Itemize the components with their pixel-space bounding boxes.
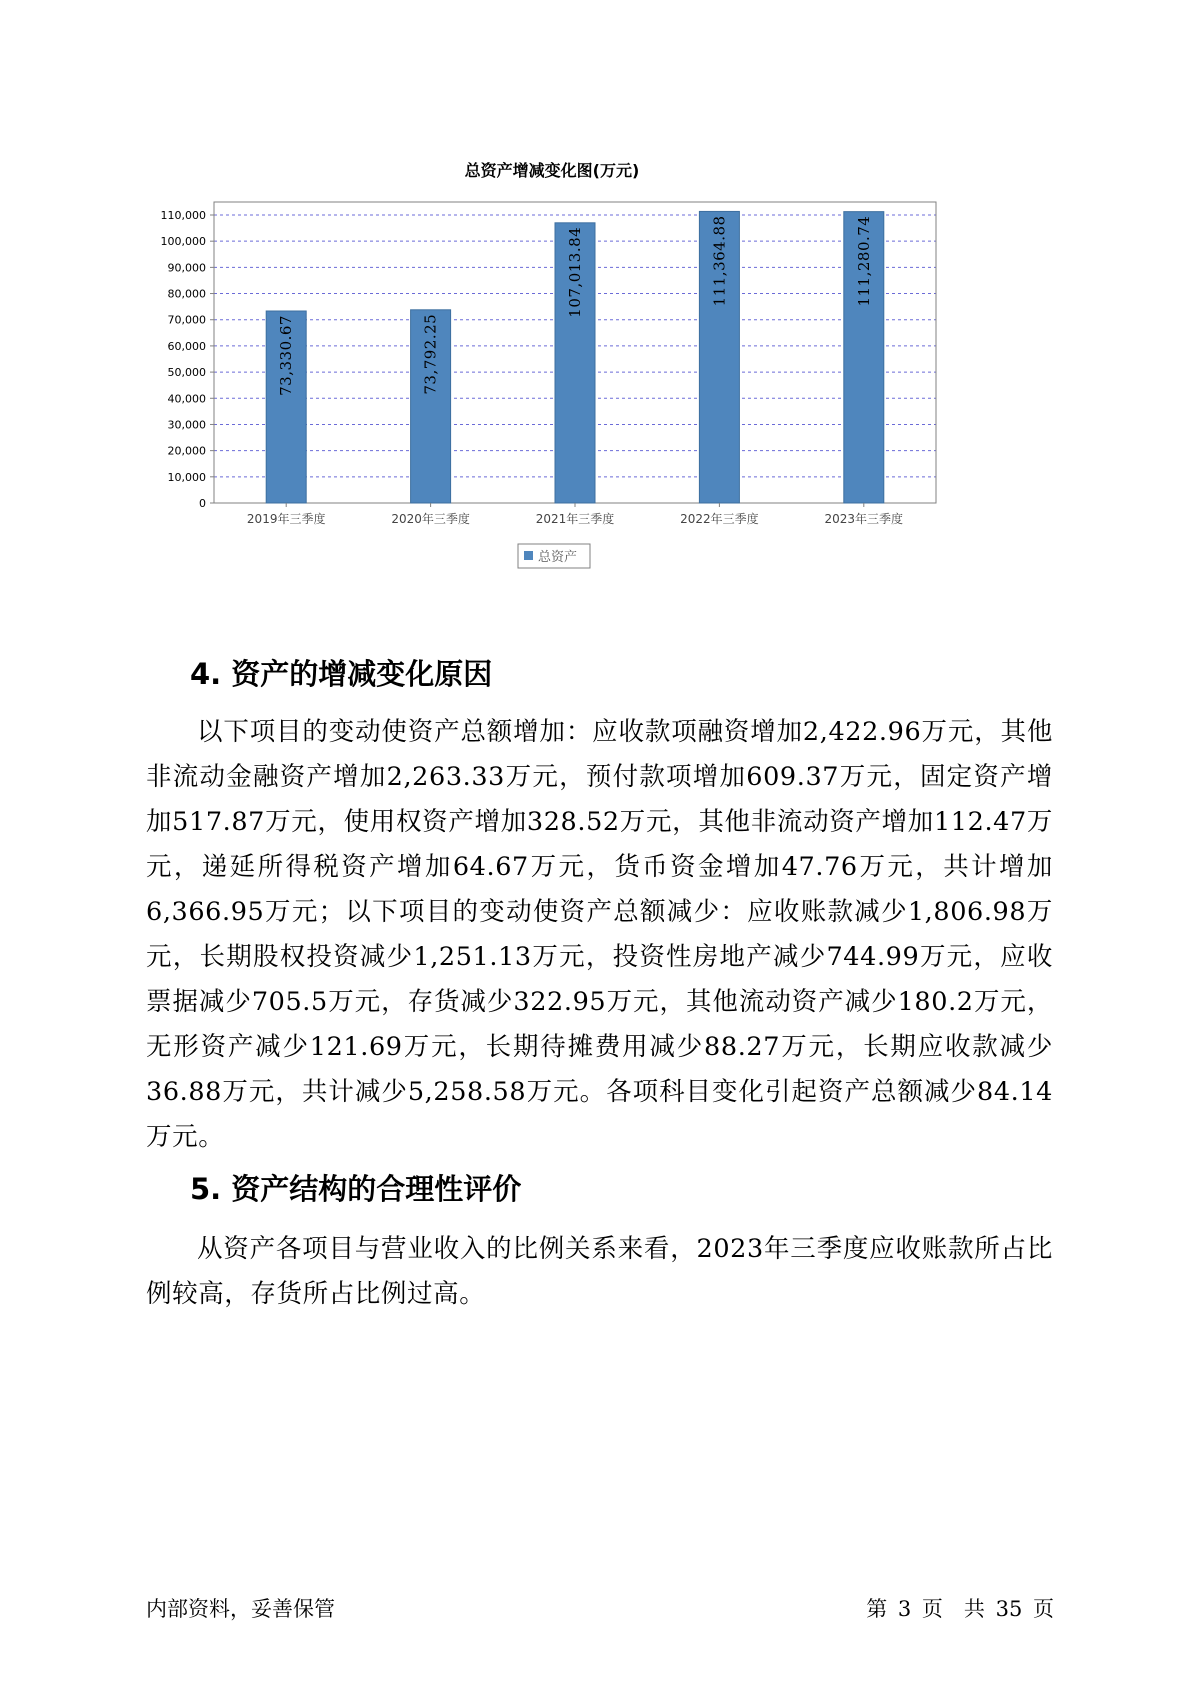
y-tick-label: 60,000 [167,339,206,353]
legend [518,544,590,568]
x-tick-label: 2023年三季度 [824,512,904,526]
y-tick-label: 50,000 [167,366,206,380]
y-tick-label: 110,000 [160,209,206,222]
x-tick-label: 2019年三季度 [246,512,326,526]
footer-confidential-note: 内部资料，妥善保管 [146,1597,335,1621]
x-tick-label: 2020年三季度 [391,512,470,526]
section-paragraph-asset-change-reasons: 以下项目的变动使资产总额增加：应收款项融资增加2,422.96万元，其他非流动金融资产增加2,263.33万元，预付款项增加609.37万元，固定资产增加517.87万元，使用权资产增加328.52万元，其他非流动资产增加112.47万元，递延所得税资产增加64.67万元，货币资金增加47.76万元，共计增加6,366.95万元；以下项目的变动使资产总额减少：应收账款减少1,806.98万元，长期股权投资减少1,251.13万元，投资性房地产减少744.99万元，应收票据减少705.5万元，存货减少322.95万元，其他流动资产减少180.2万元，无形资产减少121.69万元，长期待摊费用减少88.27万元，长期应收款减少36.88万元，共计减少5,258.58万元。各项科目变化引起资产总额减少84.14万元。 [146,717,1053,1152]
chart-title: 总资产增减变化图(万元) [464,161,640,180]
section-paragraph-asset-structure-evaluation: 从资产各项目与营业收入的比例关系来看，2023年三季度应收账款所占比例较高，存货所占比例过高。 [146,1234,1053,1309]
y-tick-label: 70,000 [167,313,206,327]
section-heading-asset-structure-evaluation: 5. 资产结构的合理性评价 [190,1172,522,1206]
y-tick-label: 100,000 [160,235,206,249]
bar-value-label: 107,013.84 [566,226,584,318]
x-axis-ticks [247,503,903,526]
legend-swatch [524,551,533,560]
y-tick-label: 0 [199,497,206,510]
x-tick-label: 2021年三季度 [535,512,615,526]
y-tick-label: 40,000 [167,392,206,406]
y-tick-label: 10,000 [167,470,206,484]
section-heading-asset-change-reasons: 4. 资产的增减变化原因 [190,657,493,691]
y-tick-label: 90,000 [167,261,206,275]
y-tick-label: 20,000 [167,444,206,458]
y-tick-label: 80,000 [167,287,206,301]
footer-page-number: 第 3 页 共 35 页 [866,1597,1054,1621]
y-axis-ticks [161,209,215,510]
bar-value-label: 111,280.74 [854,215,873,307]
bar-value-label: 73,330.67 [277,315,296,396]
legend-label: 总资产 [538,550,578,565]
y-tick-label: 30,000 [167,418,206,432]
x-tick-label: 2022年三季度 [680,512,759,526]
bars [266,211,884,503]
total-assets-bar-chart [140,160,1040,630]
bar-value-label: 73,792.25 [421,313,440,395]
bar-value-label: 111,364.88 [710,215,729,307]
